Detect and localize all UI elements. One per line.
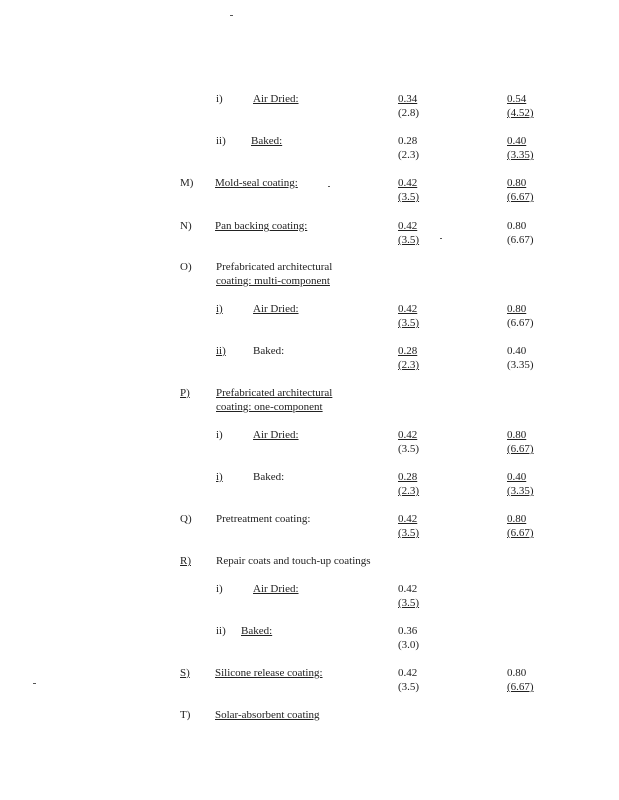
limit-value-2: 0.40 (507, 471, 527, 483)
limit-value-1-alt: (2.3) (398, 485, 420, 497)
limit-value-1-alt: (3.0) (398, 639, 420, 651)
row-marker: i) (216, 93, 223, 105)
limit-value-2: 0.80 (507, 429, 527, 441)
limit-value-1-alt: (3.5) (398, 191, 420, 203)
limit-value-1: 0.42 (398, 513, 418, 525)
limit-value-1-alt: (3.5) (398, 681, 420, 693)
limit-value-2: 0.40 (507, 345, 527, 357)
row-marker: R) (180, 555, 191, 567)
limit-value-1-alt: (2.3) (398, 359, 420, 371)
limit-value-1: 0.34 (398, 93, 418, 105)
row-label: Air Dried: (253, 583, 299, 595)
row-label: Mold-seal coating: (215, 177, 298, 189)
limit-value-2: 0.40 (507, 135, 527, 147)
row-label: Solar-absorbent coating (215, 709, 320, 721)
scan-speck (33, 683, 36, 684)
row-label: Pan backing coating: (215, 220, 308, 232)
row-marker: i) (216, 471, 223, 483)
limit-value-1-alt: (3.5) (398, 234, 420, 246)
limit-value-2-alt: (3.35) (507, 485, 534, 497)
row-marker: ii) (216, 345, 226, 357)
limit-value-1-alt: (2.8) (398, 107, 420, 119)
row-marker: N) (180, 220, 192, 232)
row-marker: ii) (216, 135, 226, 147)
limit-value-1: 0.42 (398, 177, 418, 189)
limit-value-2: 0.80 (507, 177, 527, 189)
scan-speck (230, 15, 233, 16)
scan-speck (328, 186, 330, 187)
limit-value-2-alt: (6.67) (507, 234, 534, 246)
limit-value-1-alt: (3.5) (398, 443, 420, 455)
limit-value-2-alt: (6.67) (507, 443, 534, 455)
limit-value-1: 0.42 (398, 303, 418, 315)
limit-value-2: 0.80 (507, 667, 527, 679)
limit-value-1-alt: (2.3) (398, 149, 420, 161)
row-label: Pretreatment coating: (216, 513, 311, 525)
limit-value-2: 0.80 (507, 303, 527, 315)
limit-value-2-alt: (4.52) (507, 107, 534, 119)
row-marker: M) (180, 177, 194, 189)
limit-value-1: 0.42 (398, 667, 418, 679)
row-marker: S) (180, 667, 190, 679)
row-label-line-1: Prefabricated architectural (216, 261, 333, 273)
row-label: Baked: (253, 345, 285, 357)
limit-value-2-alt: (6.67) (507, 681, 534, 693)
limit-value-2-alt: (3.35) (507, 359, 534, 371)
row-label: Air Dried: (253, 429, 299, 441)
limit-value-1: 0.28 (398, 471, 418, 483)
row-marker: P) (180, 387, 190, 399)
row-label: Repair coats and touch-up coatings (216, 555, 371, 567)
limit-value-1-alt: (3.5) (398, 597, 420, 609)
limit-value-1: 0.42 (398, 220, 418, 232)
limit-value-1-alt: (3.5) (398, 317, 420, 329)
row-label: Silicone release coating: (215, 667, 323, 679)
limit-value-1: 0.42 (398, 583, 418, 595)
limit-value-2: 0.80 (507, 513, 527, 525)
limit-value-1: 0.42 (398, 429, 418, 441)
limit-value-1: 0.28 (398, 135, 418, 147)
row-label-line-2: coating: one-component (216, 401, 323, 413)
row-marker: i) (216, 583, 223, 595)
row-label-line-2: coating: multi-component (216, 275, 330, 287)
row-marker: i) (216, 429, 223, 441)
row-marker: T) (180, 709, 191, 721)
row-label: Air Dried: (253, 93, 299, 105)
row-label: Baked: (251, 135, 283, 147)
row-marker: ii) (216, 625, 226, 637)
row-label: Air Dried: (253, 303, 299, 315)
row-marker: Q) (180, 513, 192, 525)
row-marker: O) (180, 261, 192, 273)
limit-value-2: 0.80 (507, 220, 527, 232)
limit-value-2-alt: (6.67) (507, 317, 534, 329)
row-label-line-1: Prefabricated architectural (216, 387, 333, 399)
limit-value-1: 0.36 (398, 625, 418, 637)
limit-value-1: 0.28 (398, 345, 418, 357)
row-label: Baked: (241, 625, 273, 637)
limit-value-2-alt: (6.67) (507, 527, 534, 539)
row-label: Baked: (253, 471, 285, 483)
scan-speck (440, 238, 442, 239)
limit-value-2-alt: (3.35) (507, 149, 534, 161)
limit-value-2-alt: (6.67) (507, 191, 534, 203)
limit-value-1-alt: (3.5) (398, 527, 420, 539)
row-marker: i) (216, 303, 223, 315)
limit-value-2: 0.54 (507, 93, 527, 105)
